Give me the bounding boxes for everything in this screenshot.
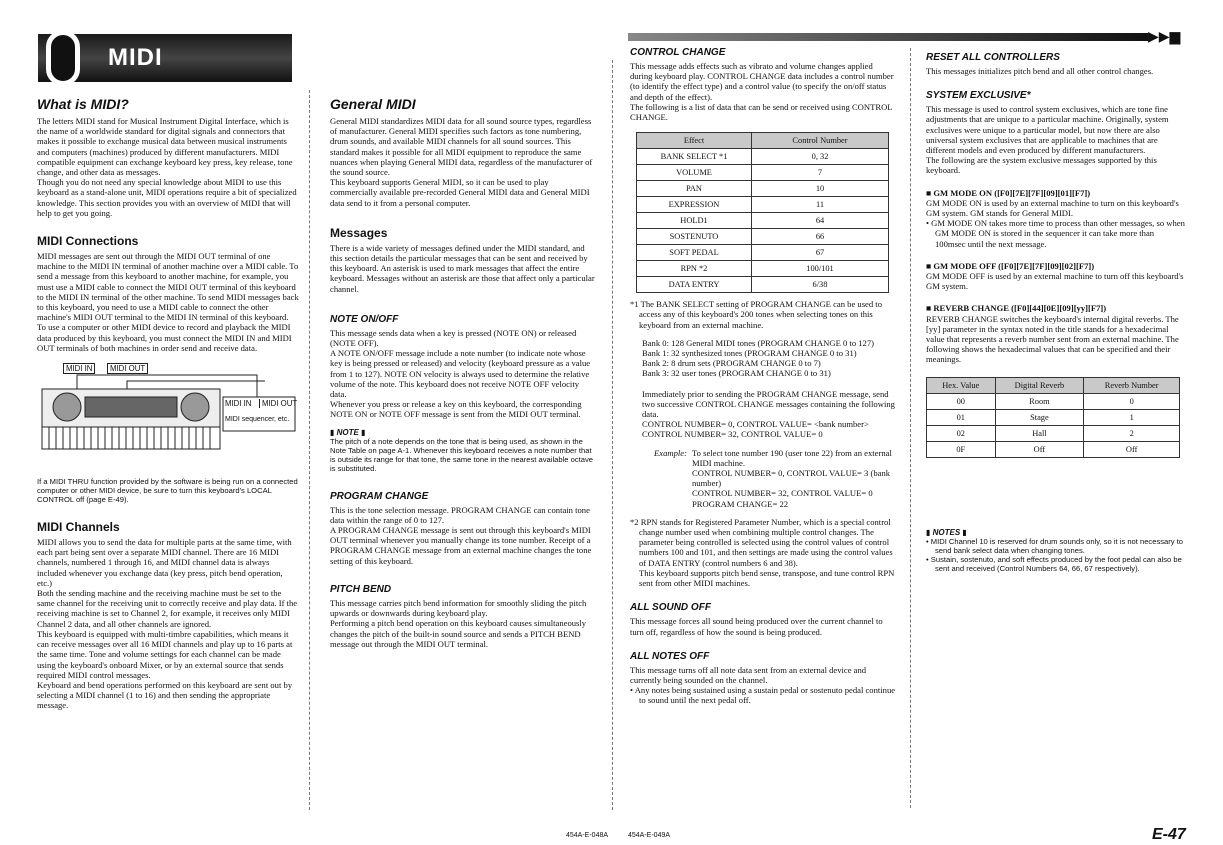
- footer-code-left: 454A-E-048A: [566, 832, 609, 839]
- rv-hex: 01: [927, 409, 996, 425]
- reset-heading: RESET ALL CONTROLLERS: [926, 52, 1060, 63]
- cc-effect: VOLUME: [637, 165, 752, 181]
- cc-number: 11: [752, 197, 889, 213]
- device-label: MIDI sequencer, etc.: [225, 416, 290, 424]
- column-3: [630, 47, 896, 706]
- cc-effect: RPN *2: [637, 261, 752, 277]
- footer-code-right: 454A-E-049A: [628, 832, 671, 839]
- table-row: [637, 149, 889, 165]
- gm-on-body: GM MODE ON is used by an external machine to turn on this keyboard's GM system. GM stands for General MIDI.: [926, 197, 1179, 219]
- cc-header-effect: Effect: [637, 133, 752, 149]
- cc-number: 7: [752, 165, 889, 181]
- rv-header-hex: Hex. Value: [927, 377, 996, 393]
- rv-number: Off: [1084, 441, 1180, 457]
- reverb-heading-text: REVERB CHANGE ([F0][44][0E][09][yy][F7]): [933, 303, 1107, 314]
- cc-number: 10: [752, 181, 889, 197]
- note-onoff-heading: NOTE ON/OFF: [330, 313, 399, 325]
- control-change-heading: CONTROL CHANGE: [630, 47, 726, 58]
- arrow-ornament: ▶▶▆: [1148, 28, 1181, 44]
- page-title: MIDI: [108, 44, 163, 71]
- divider-2: [612, 60, 613, 810]
- table-row: [927, 409, 1180, 425]
- cc-number: 100/101: [752, 261, 889, 277]
- page-number: E-47: [1152, 826, 1186, 843]
- cc-effect: DATA ENTRY: [637, 277, 752, 293]
- connections-note: If a MIDI THRU function provided by the software is being run on a connected computer or other MIDI device, be sure to turn this keyboard's LOCAL CONTROL off (page E-49).: [37, 477, 298, 505]
- cc-number: 6/38: [752, 277, 889, 293]
- table-row: [637, 181, 889, 197]
- general-heading: General MIDI: [330, 96, 416, 112]
- reverb-heading: ■ REVERB CHANGE ([F0][44][0E][09][yy][F7]): [926, 303, 1107, 314]
- cc-number: 0, 32: [752, 149, 889, 165]
- sysex-body: This message is used to control system exclusives, which are tone fine adjustments that are unique to a particular machine. Originally, system exclusives were unique to a particular model, but now there are also universal system exclusives that are applicable to machines that are different models and even produced by different manufacturers. The following are the system exclusive messages supported by this keyboard.: [926, 104, 1169, 176]
- example-text: To select tone number 190 (user tone 22) from an external MIDI machine. CONTROL NUMBER= 0, CONTROL VALUE= 3 (bank number) CONTROL NUMBER= 32, CONTROL VALUE= 0 PROGRAM CHANGE= 22: [692, 447, 892, 509]
- device-midi-out-label: MIDI OUT: [259, 399, 297, 408]
- cc-effect: SOSTENUTO: [637, 229, 752, 245]
- rv-header-reverb: Digital Reverb: [995, 377, 1084, 393]
- what-is-body: The letters MIDI stand for Musical Instrument Digital Interface, which is the name of a worldwide standard for digital signals and connectors that makes it possible to exchange musical data between musical instruments and computers (machines) produced by different manufacturers. MIDI compatible equipment can exchange keyboard key press, key release, tone change, and other data as messages. Though you do not need any special knowledge about MIDI to use this keyboard as a stand-alone unit, MIDI operations require a bit of specialized knowledge. This section provides you with an overview of MIDI that will help to get you going.: [37, 116, 297, 218]
- notes-heading: NOTES: [932, 527, 961, 537]
- connections-body: MIDI messages are sent out through the MIDI OUT terminal of one machine to the MIDI IN terminal of another machine over a MIDI cable. To send a message from this keyboard to another machine, for example, you must use a MIDI cable to connect the MIDI OUT terminal of this keyboard to the MIDI IN terminal of the other machine. To send MIDI messages back to this keyboard, you need to use a MIDI cable to connect the other machine's MIDI OUT terminal to the MIDI IN terminal of this keyboard. To use a computer or other MIDI device to record and playback the MIDI data produced by this keyboard, you must connect the MIDI IN and MIDI OUT terminals of both machines in order send and receive data.: [37, 251, 299, 353]
- cc-effect: BANK SELECT *1: [637, 149, 752, 165]
- column-2: [330, 96, 596, 649]
- all-notes-off-bullet: • Any notes being sustained using a sustain pedal or sostenuto pedal continue to sound until the next pedal off.: [630, 685, 896, 706]
- divider-1: [309, 90, 310, 810]
- reset-body: This messages initializes pitch bend and all other control changes.: [926, 66, 1154, 76]
- rv-hex: 0F: [927, 441, 996, 457]
- program-change-heading: PROGRAM CHANGE: [330, 490, 429, 502]
- messages-body: There is a wide variety of messages defined under the MIDI standard, and this section details the particular messages that can be sent and received by this keyboard. An asterisk is used to mark messages that affect the entire keyboard. Messages without an asterisk are those that affect only a particular channel.: [330, 242, 595, 294]
- rv-header-number: Reverb Number: [1084, 377, 1180, 393]
- table-row: [637, 277, 889, 293]
- cc-number: 64: [752, 213, 889, 229]
- channels-heading: MIDI Channels: [37, 520, 120, 535]
- cc-effect: EXPRESSION: [637, 197, 752, 213]
- table-row: [637, 229, 889, 245]
- note-onoff-note: ▮ NOTE ▮ The pitch of a note depends on the tone that is being used, as shown in the Note Table on page A-1. Whenever this keyboard receives a note number that is outside its range for that tone, the same tone in the nearest available octave is substituted.: [330, 428, 596, 473]
- notes-item-1: • MIDI Channel 10 is reserved for drum sounds only, so it is not necessary to send bank select data when changing tones.: [926, 536, 1184, 555]
- rv-hex: 00: [927, 393, 996, 409]
- connection-diagram: [37, 364, 299, 469]
- table-row: [637, 245, 889, 261]
- midi-in-label: MIDI IN: [63, 363, 95, 374]
- table-row: [927, 425, 1180, 441]
- example-block: [654, 447, 896, 509]
- note-label: NOTE: [336, 427, 359, 437]
- column-1: [37, 96, 299, 711]
- all-sound-off-body: This message forces all sound being produced over the current channel to turn off, regardless of how the sound is being produced.: [630, 616, 883, 637]
- gm-off-body: GM MODE OFF is used by an external machine to turn off this keyboard's GM system.: [926, 271, 1184, 292]
- general-body: General MIDI standardizes MIDI data for all sound source types, regardless of manufacturer. General MIDI specifies such factors as tone numbering, drum sounds, and available MIDI channels for all sound sources. This standard makes it possible for all MIDI equipment to reproduce the same nuances when playing General MIDI data, regardless of the manufacturer of the sound source. This keyboard supports General MIDI, so it can be used to play commercially available pre-recorded General MIDI data and General MIDI data send to it from a personal computer.: [330, 116, 593, 208]
- notes-block: ▮ NOTES ▮ • MIDI Channel 10 is reserved for drum sounds only, so it is not necessary to send bank select data when changing tones. • Sustain, sostenuto, and soft effects produced by the foot pedal can also be sent and received (Control Numbers 64, 66, 67 respectively).: [926, 528, 1186, 573]
- program-change-body: This is the tone selection message. PROGRAM CHANGE can contain tone data within the range of 0 to 127. A PROGRAM CHANGE message is sent out through this keyboard's MIDI OUT terminal whenever you manually change its tone number. Receipt of a PROGRAM CHANGE message from an external machine changes the tone setting of this keyboard.: [330, 504, 592, 566]
- cc-number: 67: [752, 245, 889, 261]
- rv-number: 1: [1084, 409, 1180, 425]
- note-onoff-note-text: The pitch of a note depends on the tone that is being used, as shown in the Note Table on page A-1. Whenever this keyboard receives a note number that is outside its range for that tone, the same tone in the nearest available octave is substituted.: [330, 436, 593, 473]
- example-label: Example:: [654, 447, 687, 458]
- header-ornament: [46, 30, 80, 86]
- gm-on-bullet-text: GM MODE ON takes more time to process than other messages, so when GM MODE ON is stored in the sequencer it can take more than 100msec until the next message.: [931, 218, 1185, 249]
- bank-select-procedure: Immediately prior to sending the PROGRAM CHANGE message, send two successive CONTROL CHANGE messages containing the following data. CONTROL NUMBER= 0, CONTROL VALUE= <bank number> CONTROL NUMBER= 32, CONTROL VALUE= 0: [642, 388, 895, 440]
- all-notes-off-bullet-text: Any notes being sustained using a sustain pedal or sostenuto pedal continue to sound until the next pedal off.: [634, 685, 896, 706]
- table-row: [637, 165, 889, 181]
- cc-number: 66: [752, 229, 889, 245]
- cc-effect: SOFT PEDAL: [637, 245, 752, 261]
- rv-name: Off: [995, 441, 1084, 457]
- divider-3: [910, 48, 911, 808]
- table-row: [637, 261, 889, 277]
- header-banner: [38, 34, 292, 82]
- sysex-heading: SYSTEM EXCLUSIVE*: [926, 90, 1031, 102]
- top-rule-right: [628, 33, 1148, 41]
- footnote-1: *1 The BANK SELECT setting of PROGRAM CHANGE can be used to access any of this keyboard's 200 tones when selecting tones on this keyboard from an external machine.: [630, 299, 882, 330]
- rv-number: 0: [1084, 393, 1180, 409]
- rv-name: Room: [995, 393, 1084, 409]
- all-notes-off-heading: ALL NOTES OFF: [630, 650, 710, 662]
- device-midi-in-label: MIDI IN: [225, 399, 252, 409]
- pitch-bend-heading: PITCH BEND: [330, 583, 392, 595]
- gm-off-heading: ■ GM MODE OFF ([F0][7E][7F][09][02][F7]): [926, 260, 1095, 271]
- footnote-2: *2 RPN stands for Registered Parameter Number, which is a special control change number used when combining multiple control changes. The parameter being controlled is selected using the control values of control numbers 100 and 101, and then settings are made using the control values of DATA ENTRY (control numbers 6 and 38). This keyboard supports pitch bend sense, transpose, and tune control RPN sent from other MIDI machines.: [630, 516, 895, 589]
- note-onoff-body: This message sends data when a key is pressed (NOTE ON) or released (NOTE OFF). A NOTE ON/OFF message include a note number (to indicate note whose key is being pressed or released) and velocity (keyboard pressure as a value from 1 to 127). NOTE ON velocity is always used to determine the relative volume of the note. This keyboard does not receive NOTE OFF velocity data. Whenever you press or release a key on this keyboard, the corresponding NOTE ON or NOTE OFF message is sent from the MIDI OUT terminal.: [330, 327, 591, 420]
- notes-item-text: MIDI Channel 10 is reserved for drum sounds only, so it is not necessary to send bank select data when changing tones.: [930, 536, 1184, 555]
- control-change-table: [636, 132, 889, 293]
- bank-list: Bank 0: 128 General MIDI tones (PROGRAM CHANGE 0 to 127) Bank 1: 32 synthesized tones (PROGRAM CHANGE 0 to 31) Bank 2: 8 drum sets (PROGRAM CHANGE 0 to 7) Bank 3: 32 user tones (PROGRAM CHANGE 0 to 31): [642, 337, 875, 379]
- notes-item-text: Sustain, sostenuto, and soft effects produced by the foot pedal can also be sent and received (Control Numbers 64, 66, 67 respectively).: [930, 554, 1182, 573]
- connections-heading: MIDI Connections: [37, 234, 139, 249]
- gm-on-heading: ■ GM MODE ON ([F0][7E][7F][09][01][F7]): [926, 187, 1091, 198]
- rv-name: Hall: [995, 425, 1084, 441]
- table-row: [927, 393, 1180, 409]
- table-row: [927, 441, 1180, 457]
- cc-effect: PAN: [637, 181, 752, 197]
- reverb-body: REVERB CHANGE switches the keyboard's internal digital reverbs. The [yy] parameter in the syntax noted in the title stands for a hexadecimal value that represents a reverb number sent from an external machine. The following shows the hexadecimal values that can be specified and their meanings.: [926, 313, 1179, 365]
- messages-heading: Messages: [330, 225, 388, 240]
- control-change-body: This message adds effects such as vibrato and volume changes applied during keyboard play. CONTROL CHANGE data includes a control number (to identify the effect type) and a control value (to specify the on/off status and depth of the effect). The following is a list of data that can be send or received using CONTROL CHANGE.: [630, 61, 894, 123]
- table-row: [637, 213, 889, 229]
- reverb-table: [926, 377, 1180, 458]
- rv-name: Stage: [995, 409, 1084, 425]
- gm-off-heading-text: GM MODE OFF ([F0][7E][7F][09][02][F7]): [933, 260, 1095, 271]
- pitch-bend-body: This message carries pitch bend information for smoothly sliding the pitch upwards or downwards during keyboard play. Performing a pitch bend operation on this keyboard causes simultaneously changes the pitch of the built-in sound source and sends a PITCH BEND message out through the MIDI OUT terminal.: [330, 597, 587, 649]
- cc-effect: HOLD1: [637, 213, 752, 229]
- column-4: [926, 52, 1186, 573]
- all-notes-off-body: This message turns off all note data sent from an external device and currently being sounded on the channel.: [630, 664, 867, 685]
- rv-number: 2: [1084, 425, 1180, 441]
- gm-on-bullet: • GM MODE ON takes more time to process than other messages, so when GM MODE ON is stored in the sequencer it can take more than 100msec until the next message.: [926, 218, 1185, 249]
- what-is-heading: What is MIDI?: [37, 96, 129, 112]
- midi-out-label: MIDI OUT: [107, 363, 148, 374]
- rv-hex: 02: [927, 425, 996, 441]
- cc-header-number: Control Number: [752, 133, 889, 149]
- channels-body: MIDI allows you to send the data for multiple parts at the same time, with each part being sent over a separate MIDI channel. There are 16 MIDI channels, numbered 1 through 16, and MIDI channel data is always included whenever you exchange data (key press, pitch bend operation, etc.) Both the sending machine and the receiving machine must be set to the same channel for the receiving unit to correctly receive and play data. If the receiving machine is set to Channel 2, for example, it receives only MIDI Channel 2 data, and all other channels are ignored. This keyboard is equipped with multi-timbre capabilities, which means it can receive messages over all 16 MIDI channels and play up to 16 parts at the same time. Tone and volume settings for each channel can be made using the keyboard's onboard Mixer, or by an external source that sends required MIDI control messages. Keyboard and bend operations performed on this keyboard are sent out by selecting a MIDI channel (1 to 16) and then sending the appropriate message.: [37, 537, 298, 711]
- notes-item-2: • Sustain, sostenuto, and soft effects produced by the foot pedal can also be sent and received (Control Numbers 64, 66, 67 respectively).: [926, 554, 1182, 573]
- all-sound-off-heading: ALL SOUND OFF: [630, 602, 711, 614]
- gm-on-heading-text: GM MODE ON ([F0][7E][7F][09][01][F7]): [933, 187, 1091, 198]
- table-row: [637, 197, 889, 213]
